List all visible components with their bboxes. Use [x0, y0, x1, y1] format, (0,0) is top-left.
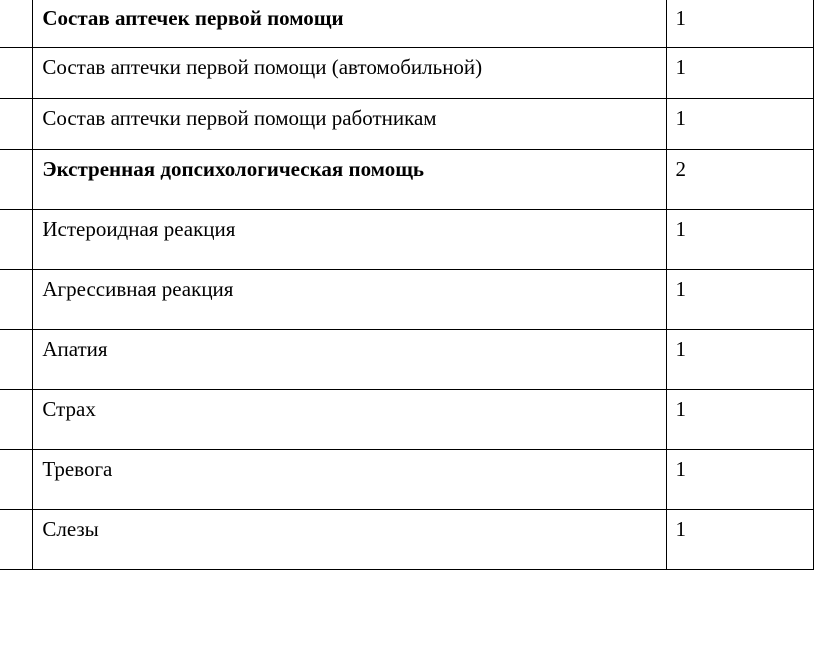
table-row [0, 210, 814, 270]
row-number-cell [0, 48, 33, 99]
topic-label: Состав аптечки первой помощи (автомобильной) [42, 55, 483, 79]
count-cell [666, 390, 813, 450]
row-number-cell [0, 270, 33, 330]
count-value: 1 [675, 397, 687, 421]
count-value: 1 [675, 106, 687, 130]
topic-cell [33, 330, 666, 390]
row-number-cell [0, 390, 33, 450]
topic-label: Истероидная реакция [42, 217, 236, 241]
count-cell [666, 510, 813, 570]
table-row [0, 48, 814, 99]
count-value: 1 [675, 337, 687, 361]
topic-cell [33, 210, 666, 270]
count-value: 1 [675, 217, 687, 241]
topic-label: Состав аптечек первой помощи [42, 6, 344, 30]
count-cell [666, 330, 813, 390]
topic-cell [33, 150, 666, 210]
topic-cell [33, 99, 666, 150]
count-cell [666, 210, 813, 270]
topic-label: Слезы [42, 517, 99, 541]
topic-cell [33, 0, 666, 48]
topic-label: Экстренная допсихологическая помощь [42, 157, 425, 181]
count-cell [666, 450, 813, 510]
count-value: 1 [675, 457, 687, 481]
count-cell [666, 150, 813, 210]
row-number-cell [0, 330, 33, 390]
row-number-cell [0, 210, 33, 270]
count-value: 1 [675, 6, 687, 30]
count-cell [666, 48, 813, 99]
table-row [0, 150, 814, 210]
count-value: 1 [675, 55, 687, 79]
table-row [0, 450, 814, 510]
count-value: 1 [675, 517, 687, 541]
topic-cell [33, 450, 666, 510]
topic-label: Страх [42, 397, 96, 421]
topic-cell [33, 390, 666, 450]
table-row [0, 390, 814, 450]
count-cell [666, 270, 813, 330]
topic-label: Состав аптечки первой помощи работникам [42, 106, 437, 130]
count-cell [666, 0, 813, 48]
table-row [0, 330, 814, 390]
topic-cell [33, 48, 666, 99]
row-number-cell [0, 99, 33, 150]
topic-cell [33, 510, 666, 570]
row-number-cell [0, 0, 33, 48]
topic-label: Тревога [42, 457, 113, 481]
topic-label: Апатия [42, 337, 108, 361]
table-row [0, 270, 814, 330]
table-row [0, 510, 814, 570]
row-number-cell [0, 450, 33, 510]
row-number-cell [0, 150, 33, 210]
count-value: 2 [675, 157, 687, 181]
table-row [0, 0, 814, 48]
count-cell [666, 99, 813, 150]
count-value: 1 [675, 277, 687, 301]
table-row [0, 99, 814, 150]
topic-label: Агрессивная реакция [42, 277, 234, 301]
topic-cell [33, 270, 666, 330]
row-number-cell [0, 510, 33, 570]
